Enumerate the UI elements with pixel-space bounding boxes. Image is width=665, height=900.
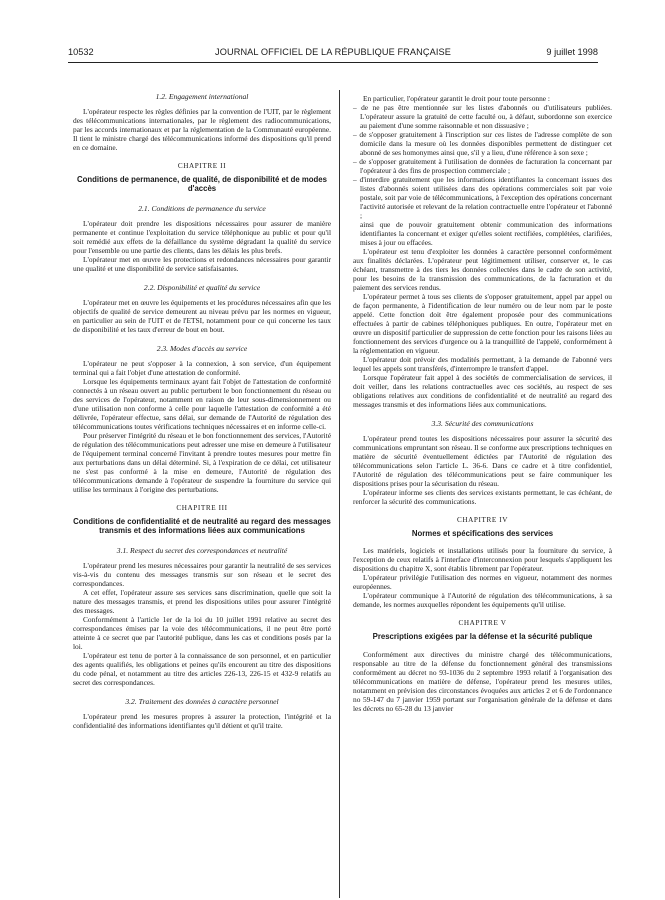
- list-item: – d'interdire gratuitement que les informations identifiantes la concernant issues des listes d'abonnés soient utilisées dans des opérations commerciales soit par voie postale, soit par voie de télécommunications, à l'exception des opérations concernant l'activité autorisée et relevant de la relation contractuelle entre l'opérateur et l'abonné ;: [353, 175, 612, 220]
- paragraph: Conformément à l'article 1er de la loi du 10 juillet 1991 relative au secret des correspondances émises par la voie des télécommunications, il ne peut être porté atteinte à ce secret que par l'autorité publique, dans les cas et conditions posés par la loi.: [73, 615, 331, 651]
- chapter-label: CHAPITRE V: [458, 619, 507, 628]
- paragraph: En particulier, l'opérateur garantit le droit pour toute personne :: [363, 94, 550, 103]
- section-title: 3.3. Sécurité des communications: [431, 419, 534, 428]
- page-number: 10532: [68, 47, 94, 57]
- list-item: – de s'opposer gratuitement à l'utilisation de données de facturation la concernant par l'opérateur à des fins de prospection commerciale ;: [353, 157, 612, 175]
- rights-list: [353, 103, 612, 220]
- right-column: [353, 94, 612, 713]
- paragraph: Lorsque les équipements terminaux ayant fait l'objet de l'attestation de conformité connectés à un réseau ouvert au public perturbent le bon fonctionnement du réseau ou des services de l'opérateur, notamment en raison de leur sous-dimensionnement ou d'une utilisation non conforme à celle pour laquelle l'attestation de conformité a été délivrée, l'opérateur effectue, sans délai, sur demande de l'Autorité de régulation des télécommunications toutes vérifications techniques nécessaires et en informe celle-ci.: [73, 376, 331, 431]
- paragraph: L'opérateur ne peut s'opposer à la connexion, à son service, d'un équipement terminal qui a fait l'objet d'une attestation de conformité.: [73, 358, 331, 377]
- paragraph: Pour préserver l'intégrité du réseau et le bon fonctionnement des services, l'Autorité de régulation des télécommunications peut adresser une mise en demeure à l'utilisateur de l'équipement terminal concerné l'invitant à prendre toutes mesures pour mettre fin aux perturbations dans un délai déterminé. Si, à l'expiration de ce délai, cet utilisateur ne s'est pas conformé à la mise en demeure, l'Autorité de régulation des télécommunications demande à l'opérateur de suspendre la fourniture du service qui utilise les terminaux à l'origine des perturbations.: [73, 430, 331, 494]
- paragraph: Conformément aux directives du ministre chargé des télécommunications, responsable au titre de la défense du fonctionnement général des transmissions conformément au décret no 93-1036 du 2 septembre 1993 relatif à l'organisation des télécommunications en matière de défense, l'opérateur prend les mesures utiles, notamment en prévision des circonstances évoquées aux articles 2 et 6 de l'ordonnance no 59-147 du 7 janvier 1959 portant sur l'organisation générale de la défense et dans les décrets no 65-28 du 13 janvier: [353, 650, 612, 713]
- chapter-label: CHAPITRE II: [177, 162, 227, 170]
- section-title: 3.1. Respect du secret des correspondances et neutralité: [116, 546, 288, 555]
- section-title: 2.3. Modes d'accès au service: [156, 343, 248, 353]
- paragraph: L'opérateur respecte les règles définies par la convention de l'UIT, par le règlement des télécommunications internationales, par le règlement des radiocommunications, par les accords internationaux et par la réglementation de la Communauté européenne. Il tient le ministre chargé des télécommunications informé des dispositions qu'il prend en ce domaine.: [73, 107, 331, 152]
- section-title: 3.2. Traitement des données à caractère personnel: [125, 697, 279, 706]
- chapter-label: CHAPITRE III: [176, 503, 228, 512]
- left-column: [73, 92, 331, 730]
- paragraph: L'opérateur communique à l'Autorité de régulation des télécommunications, à sa demande, les normes auxquelles répondent les équipements qu'il utilise.: [353, 591, 612, 610]
- paragraph: L'opérateur informe ses clients des services existants permettant, le cas échéant, de renforcer la sécurité des communications.: [353, 488, 612, 506]
- chapter-title: Normes et spécifications des services: [411, 529, 554, 538]
- chapter-label: CHAPITRE IV: [456, 516, 509, 524]
- chapter-title: Conditions de permanence, de qualité, de disponibilité et de modes d'accès: [77, 175, 327, 194]
- paragraph: L'opérateur doit prendre les dispositions nécessaires pour assurer de manière permanente et continue l'exploitation du service téléphonique au public et pour qu'il soit remédié aux effets de la défaillance du système dégradant la qualité du service pour l'ensemble ou une partie des clients, dans les délais les plus brefs.: [73, 218, 331, 255]
- page-header: [68, 47, 598, 61]
- list-item: – de s'opposer gratuitement à l'inscription sur ces listes de l'adresse complète de son domicile dans la mesure où les données disponibles permettent de distinguer cet abonné de ses homonymes ainsi que, s'il y a lieu, d'une référence à son sexe ;: [353, 130, 612, 157]
- paragraph: L'opérateur met en œuvre les équipements et les procédures nécessaires afin que les objectifs de qualité de service demeurent au niveau prévu par les normes en vigueur, en particulier au sein de l'UIT et de l'ETSI, notamment pour ce qui concerne les taux de disponibilité et les taux d'erreur de bout en bout.: [73, 297, 331, 334]
- issue-date: 9 juillet 1998: [546, 47, 598, 57]
- paragraph: ainsi que de pouvoir gratuitement obtenir communication des informations identifiantes la concernant et exiger qu'elles soient rectifiées, complétées, clarifiées, mises à jour ou effacées.: [360, 220, 612, 247]
- list-item: – de ne pas être mentionnée sur les listes d'abonnés ou d'utilisateurs publiées. L'opérateur assure la gratuité de cette faculté ou, à défaut, subordonne son exercice au paiement d'une somme raisonnable et non dissuasive ;: [353, 103, 612, 130]
- paragraph: Les matériels, logiciels et installations utilisés pour la fourniture du service, à l'exception de ceux relatifs à l'interface d'interconnexion pour lesquels s'appliquent les dispositions du chapitre X, sont établis librement par l'opérateur.: [353, 546, 612, 574]
- paragraph: L'opérateur prend toutes les dispositions nécessaires pour assurer la sécurité des communications empruntant son réseau. Il se conforme aux prescriptions techniques en matière de sécurité éventuellement édictées par l'Autorité de régulation des télécommunications selon l'article L. 36-6. Dans ce cadre et à titre confidentiel, l'Autorité de régulation des télécommunications peut se faire communiquer les dispositions prises pour la sécurisation du réseau.: [353, 434, 612, 488]
- chapter-title: Conditions de confidentialité et de neutralité au regard des messages transmis et des informations liées aux communications: [73, 516, 331, 536]
- section-title: 2.1. Conditions de permanence du service: [138, 203, 266, 213]
- paragraph: L'opérateur prend les mesures propres à assurer la protection, l'intégrité et la confidentialité des informations identifiantes qu'il détient et qu'il traite.: [73, 712, 331, 730]
- journal-title: JOURNAL OFFICIEL DE LA RÉPUBLIQUE FRANÇAISE: [215, 47, 451, 57]
- paragraph: L'opérateur permet à tous ses clients de s'opposer gratuitement, appel par appel ou de façon permanente, à l'identification de leur numéro ou de leur nom par le poste appelé. Cette fonction doit être également proposée pour des communications effectuées à partir de cabines téléphoniques publiques. En outre, l'opérateur met en œuvre un dispositif particulier de suppression de cette fonction pour les raisons liées au fonctionnement des services d'urgence ou à la tranquillité de l'appelé, conformément à la réglementation en vigueur.: [353, 292, 612, 355]
- paragraph: L'opérateur met en œuvre les protections et redondances nécessaires pour garantir une qualité et une disponibilité de service satisfaisantes.: [73, 254, 331, 273]
- section-title: 1.2. Engagement international: [155, 92, 249, 101]
- chapter-title: Prescriptions exigées par la défense et la sécurité publique: [372, 632, 593, 642]
- paragraph: L'opérateur doit prévoir des modalités permettant, à la demande de l'abonné vers lequel les appels sont transférés, d'interrompre le transfert d'appel.: [353, 355, 612, 373]
- paragraph: L'opérateur est tenu de porter à la connaissance de son personnel, et en particulier des agents qualifiés, les obligations et peines qu'ils encourent au titre des dispositions du code pénal, et notamment au titre des articles 226-13, 226-15 et 432-9 relatifs au secret des correspondances.: [73, 651, 331, 687]
- paragraph: Lorsque l'opérateur fait appel à des sociétés de commercialisation de services, il doit veiller, dans les relations contractuelles avec ces sociétés, au respect de ses obligations relatives aux conditions de confidentialité et de neutralité au regard des messages transmis et des informations liées aux communications.: [353, 373, 612, 409]
- section-title: 2.2. Disponibilité et qualité du service: [143, 282, 261, 292]
- header-rule: [68, 62, 598, 63]
- paragraph: L'opérateur privilégie l'utilisation des normes en vigueur, notamment des normes européennes.: [353, 573, 612, 592]
- column-divider: [339, 90, 340, 898]
- paragraph: A cet effet, l'opérateur assure ses services sans discrimination, quelle que soit la nature des messages transmis, et prend les dispositions utiles pour assurer l'intégrité des messages.: [73, 588, 331, 615]
- paragraph: L'opérateur est tenu d'exploiter les données à caractère personnel conformément aux finalités déclarées. L'opérateur peut légitimement utiliser, conserver et, le cas échéant, transmettre à des tiers les données collectées dans le cadre de son activité, pour les besoins de la transmission des communications, de la facturation et du paiement des services rendus.: [353, 247, 612, 292]
- paragraph: L'opérateur prend les mesures nécessaires pour garantir la neutralité de ses services vis-à-vis du contenu des messages transmis sur son réseau et le secret des correspondances.: [73, 561, 331, 588]
